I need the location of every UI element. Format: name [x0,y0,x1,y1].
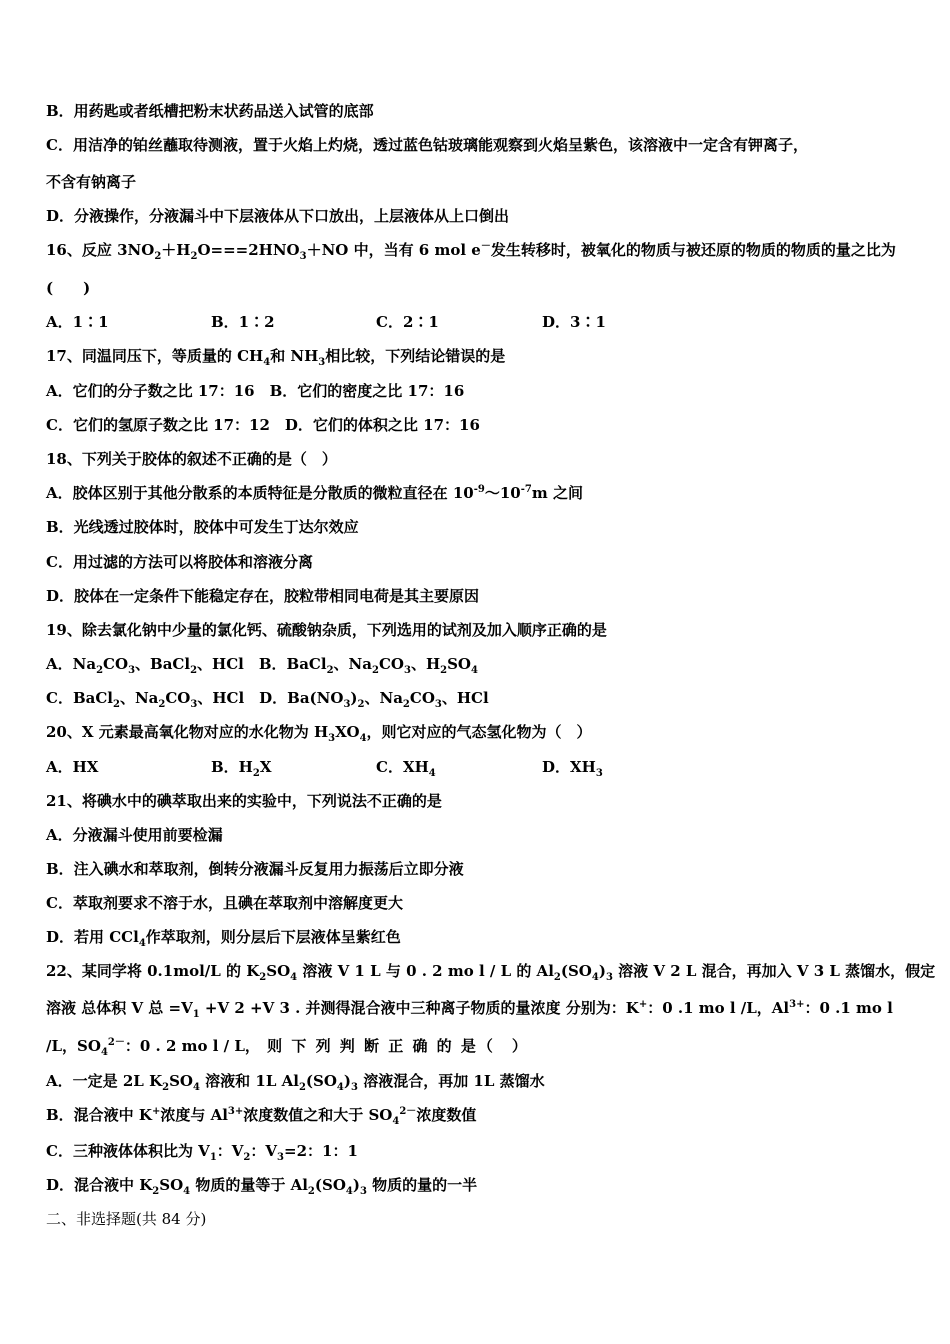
question-22-stem-line3: /L，$SO_4^{2-}$：0 . 2 mo l / L， 则 下 列 判 断 正 确 的 是（ ） [46,1037,529,1058]
question-21-option-c: C．萃取剂要求不溶于水，且碘在萃取剂中溶解度更大 [46,894,403,912]
question-17-stem: 17、同温同压下，等质量的 $CH_4$和 $NH_3$相比较，下列结论错误的是 [46,347,506,368]
option-d: D．3∶1 [542,313,606,331]
section-heading: 二、非选择题(共 84 分) [46,1210,207,1228]
question-22-option-a: A．一定是 2L $K_2SO_4$ 溶液和 1L $Al_2(SO_4)_3$ 溶液混合，再加 1L 蒸馏水 [46,1072,545,1093]
option-a: A．HX [46,758,99,776]
question-22-option-b: B．混合液中 K+浓度与 $Al^{3+}$浓度数值之和大于 $SO_4^{2-}$浓度数值 [46,1106,477,1127]
question-21-option-a: A．分液漏斗使用前要检漏 [46,826,223,844]
option-c: C．2∶1 [376,313,439,331]
question-22-option-d: D．混合液中 $K_2SO_4$ 物质的量等于 $Al_2(SO_4)_3$ 物质的量的一半 [46,1176,478,1197]
question-19-stem: 19、除去氯化钠中少量的氯化钙、硫酸钠杂质，下列选用的试剂及加入顺序正确的是 [46,621,607,639]
option-b: B．$H_2X$ [211,758,272,779]
question-17-row1: A．它们的分子数之比 17：16 B．它们的密度之比 17：16 [46,382,465,400]
question-21-stem: 21、将碘水中的碘萃取出来的实验中，下列说法不正确的是 [46,792,442,810]
question-21-option-d: D．若用 CCl$_4$作萃取剂，则分层后下层液体呈紫红色 [46,928,401,949]
option-b: B．1∶2 [211,313,275,331]
option-line-continuation: 不含有钠离子 [46,173,137,191]
option-c: C．$XH_4$ [376,758,436,779]
question-18-option-a: A．胶体区别于其他分散系的本质特征是分散质的微粒直径在 $10^{-9}\sim 10^{-7}m$ 之间 [46,484,583,502]
question-18-option-d: D．胶体在一定条件下能稳定存在，胶粒带相同电荷是其主要原因 [46,587,480,605]
question-16-options [46,312,906,332]
question-18-stem: 18、下列关于胶体的叙述不正确的是（ ） [46,450,337,468]
question-20-stem: 20、X 元素最高氧化物对应的水化物为 $H_3XO_4$，则它对应的气态氢化物为（ ） [46,723,592,744]
question-19-row1: A．$Na_2CO_3$、BaCl$_2$、HCl B．BaCl$_2$、$Na_2CO_3$、$H_2SO_4$ [46,655,478,676]
question-22-option-c: C．三种液体体积比为 $V_1$：$V_2$：$V_3=2$：1：1 [46,1142,358,1163]
option-line: D．分液操作，分液漏斗中下层液体从下口放出，上层液体从上口倒出 [46,207,510,225]
option-d: D．$XH_3$ [542,758,603,779]
question-21-option-b: B．注入碘水和萃取剂，倒转分液漏斗反复用力振荡后立即分液 [46,860,464,878]
question-20-options [46,757,906,777]
question-19-row2: C．BaCl$_2$、$Na_2CO_3$、HCl D．$Ba(NO_3)_2$、$Na_2CO_3$、HCl [46,689,489,710]
question-22-stem-line2: 溶液 总体积 V 总 $=V_1 +V$ 2 +V 3 . 并测得混合液中三种离子物质的量浓度 分别为：K+：0 .1 mo l /L，$Al^{3+}$：0 .1 mo l [46,999,893,1020]
question-18-option-c: C．用过滤的方法可以将胶体和溶液分离 [46,553,313,571]
question-16-stem: 16、反应 $3NO_2+H_2O===2HNO_3+NO$ 中，当有 6 mol e－发生转移时，被氧化的物质与被还原的物质的物质的量之比为 [46,241,896,262]
option-line: B．用药匙或者纸槽把粉末状药品送入试管的底部 [46,102,374,120]
question-18-option-b: B．光线透过胶体时，胶体中可发生丁达尔效应 [46,518,359,536]
question-22-stem-line1: 22、某同学将 0.1mol/L 的 $K_2SO_4$ 溶液 V 1 L 与 0 . 2 mo l / L 的 $Al_2(SO_4)_3$ 溶液 V 2 L 混合，再加入 V 3 L 蒸馏水，假定 [46,962,936,983]
question-16-paren: ( ) [46,279,91,297]
option-line: C．用洁净的铂丝蘸取待测液，置于火焰上灼烧，透过蓝色钴玻璃能观察到火焰呈紫色，该溶液中一定含有钾离子， [46,136,808,154]
question-17-row2: C．它们的氢原子数之比 17：12 D．它们的体积之比 17：16 [46,416,480,434]
option-a: A．1∶1 [46,313,109,331]
